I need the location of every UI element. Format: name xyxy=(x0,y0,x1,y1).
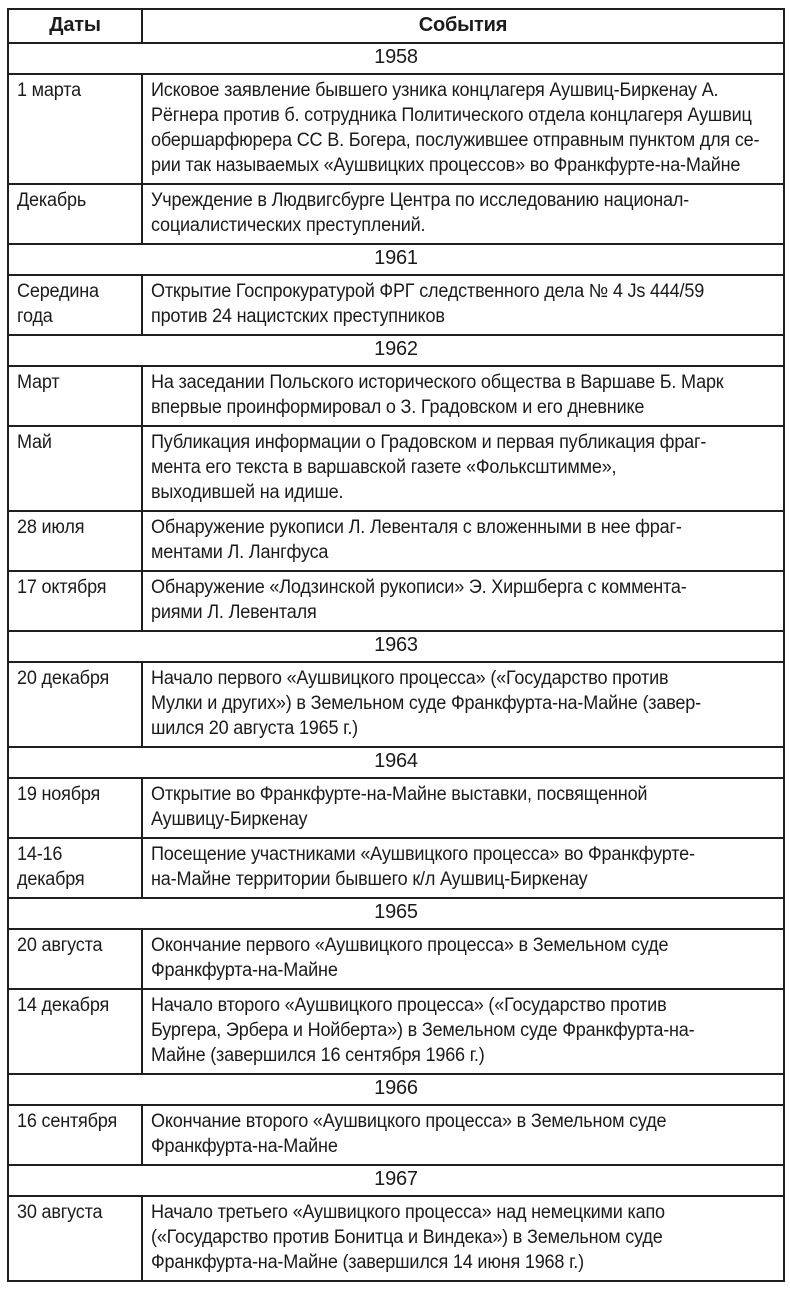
date-cell xyxy=(8,511,142,571)
event-row xyxy=(8,662,784,747)
event-text: Начало первого «Аушвицкого процесса» («Государство против Мулки и других») в Земельном суде Франкфурта-на-Майне (завер- шился 20 августа 1965 г.) xyxy=(151,668,701,739)
year-label: 1963 xyxy=(374,634,418,656)
header-events-label: События xyxy=(418,14,508,36)
date-cell xyxy=(8,426,142,511)
event-row xyxy=(8,275,784,335)
event-row xyxy=(8,571,784,631)
date-cell xyxy=(8,366,142,426)
year-label: 1962 xyxy=(374,338,418,360)
date-text: Середина года xyxy=(17,281,99,327)
event-text: Окончание первого «Аушвицкого процесса» в Земельном суде Франкфурта-на-Майне xyxy=(151,935,669,981)
date-text: 20 декабря xyxy=(17,668,110,689)
event-row xyxy=(8,426,784,511)
year-cell xyxy=(8,631,784,662)
date-cell xyxy=(8,989,142,1074)
event-cell xyxy=(142,778,784,838)
header-row xyxy=(8,9,784,43)
date-cell xyxy=(8,571,142,631)
event-row xyxy=(8,511,784,571)
event-cell xyxy=(142,1105,784,1165)
event-text: Учреждение в Людвигсбурге Центра по исследованию национал- социалистических преступлений. xyxy=(151,190,689,236)
date-text: 19 ноября xyxy=(17,784,101,805)
event-row xyxy=(8,1196,784,1281)
year-label: 1965 xyxy=(374,901,418,923)
date-cell xyxy=(8,74,142,184)
header-date-label: Даты xyxy=(49,14,101,36)
event-cell xyxy=(142,662,784,747)
date-text: 1 марта xyxy=(17,80,81,101)
date-cell xyxy=(8,778,142,838)
year-cell xyxy=(8,43,784,74)
header-date-cell xyxy=(8,9,142,43)
year-label: 1967 xyxy=(374,1168,418,1190)
event-row xyxy=(8,74,784,184)
event-text: Начало второго «Аушвицкого процесса» («Государство против Бургера, Эрбера и Нойберта») в Земельном суде Франкфурта-на- Майне (завершился 16 сентября 1966 г.) xyxy=(151,995,695,1066)
event-cell xyxy=(142,511,784,571)
date-text: 20 августа xyxy=(17,935,103,956)
year-cell xyxy=(8,335,784,366)
year-label: 1958 xyxy=(374,46,418,68)
event-cell xyxy=(142,571,784,631)
date-cell xyxy=(8,662,142,747)
year-row xyxy=(8,631,784,662)
event-text: Посещение участниками «Аушвицкого процесса» во Франкфурте- на-Майне территории бывшего к/л Аушвиц-Биркенау xyxy=(151,844,695,890)
date-cell xyxy=(8,838,142,898)
year-label: 1966 xyxy=(374,1077,418,1099)
event-row xyxy=(8,838,784,898)
event-cell xyxy=(142,74,784,184)
event-row xyxy=(8,989,784,1074)
event-text: Начало третьего «Аушвицкого процесса» над немецкими капо («Государство против Бонитца и Виндека») в Земельном суде Франкфурта-на-Майне (завершился 14 июня 1968 г.) xyxy=(151,1202,665,1273)
year-row xyxy=(8,1074,784,1105)
year-cell xyxy=(8,1074,784,1105)
date-text: Май xyxy=(17,432,52,453)
event-cell xyxy=(142,838,784,898)
year-label: 1964 xyxy=(374,750,418,772)
date-cell xyxy=(8,275,142,335)
year-cell xyxy=(8,898,784,929)
date-text: Декабрь xyxy=(17,190,87,211)
event-text: Обнаружение рукописи Л. Левенталя с вложенными в нее фраг- ментами Л. Лангфуса xyxy=(151,517,682,563)
year-row xyxy=(8,335,784,366)
year-label: 1961 xyxy=(374,247,418,269)
event-row xyxy=(8,929,784,989)
date-text: 28 июля xyxy=(17,517,85,538)
event-cell xyxy=(142,426,784,511)
date-cell xyxy=(8,1196,142,1281)
chronology-table xyxy=(7,8,785,1282)
year-row xyxy=(8,898,784,929)
date-cell xyxy=(8,1105,142,1165)
header-events-cell xyxy=(142,9,784,43)
event-text: Обнаружение «Лодзинской рукописи» Э. Хиршберга с коммента- риями Л. Левенталя xyxy=(151,577,687,623)
event-text: Исковое заявление бывшего узника концлагеря Аушвиц-Биркенау А. Рёгнера против б. сотрудника Политического отдела концлагеря Аушвиц обершарфюрера СС В. Богера, послужившее отправным пунктом для се- рии так называемых «Аушвицких процессов» во Франкфурте-на-Майне xyxy=(151,80,760,176)
date-text: Март xyxy=(17,372,60,393)
year-row xyxy=(8,747,784,778)
year-cell xyxy=(8,1165,784,1196)
date-cell xyxy=(8,184,142,244)
event-cell xyxy=(142,1196,784,1281)
date-text: 14-16 декабря xyxy=(17,844,85,890)
event-cell xyxy=(142,275,784,335)
event-text: Открытие во Франкфурте-на-Майне выставки, посвященной Аушвицу-Биркенау xyxy=(151,784,648,830)
event-row xyxy=(8,366,784,426)
year-row xyxy=(8,43,784,74)
date-text: 17 октября xyxy=(17,577,107,598)
event-cell xyxy=(142,929,784,989)
date-text: 16 сентября xyxy=(17,1111,118,1132)
year-row xyxy=(8,244,784,275)
year-cell xyxy=(8,244,784,275)
year-cell xyxy=(8,747,784,778)
event-cell xyxy=(142,184,784,244)
event-row xyxy=(8,778,784,838)
year-row xyxy=(8,1165,784,1196)
event-row xyxy=(8,184,784,244)
event-row xyxy=(8,1105,784,1165)
event-text: Открытие Госпрокуратурой ФРГ следственного дела № 4 Js 444/59 против 24 нацистских преступников xyxy=(151,281,705,327)
date-text: 14 декабря xyxy=(17,995,110,1016)
date-cell xyxy=(8,929,142,989)
event-cell xyxy=(142,366,784,426)
event-text: На заседании Польского исторического общества в Варшаве Б. Марк впервые проинформировал о З. Градовском и его дневнике xyxy=(151,372,724,418)
event-text: Окончание второго «Аушвицкого процесса» в Земельном суде Франкфурта-на-Майне xyxy=(151,1111,667,1157)
event-cell xyxy=(142,989,784,1074)
date-text: 30 августа xyxy=(17,1202,103,1223)
event-text: Публикация информации о Градовском и первая публикация фраг- мента его текста в варшавской газете «Фольксштимме», выходившей на идише. xyxy=(151,432,707,503)
